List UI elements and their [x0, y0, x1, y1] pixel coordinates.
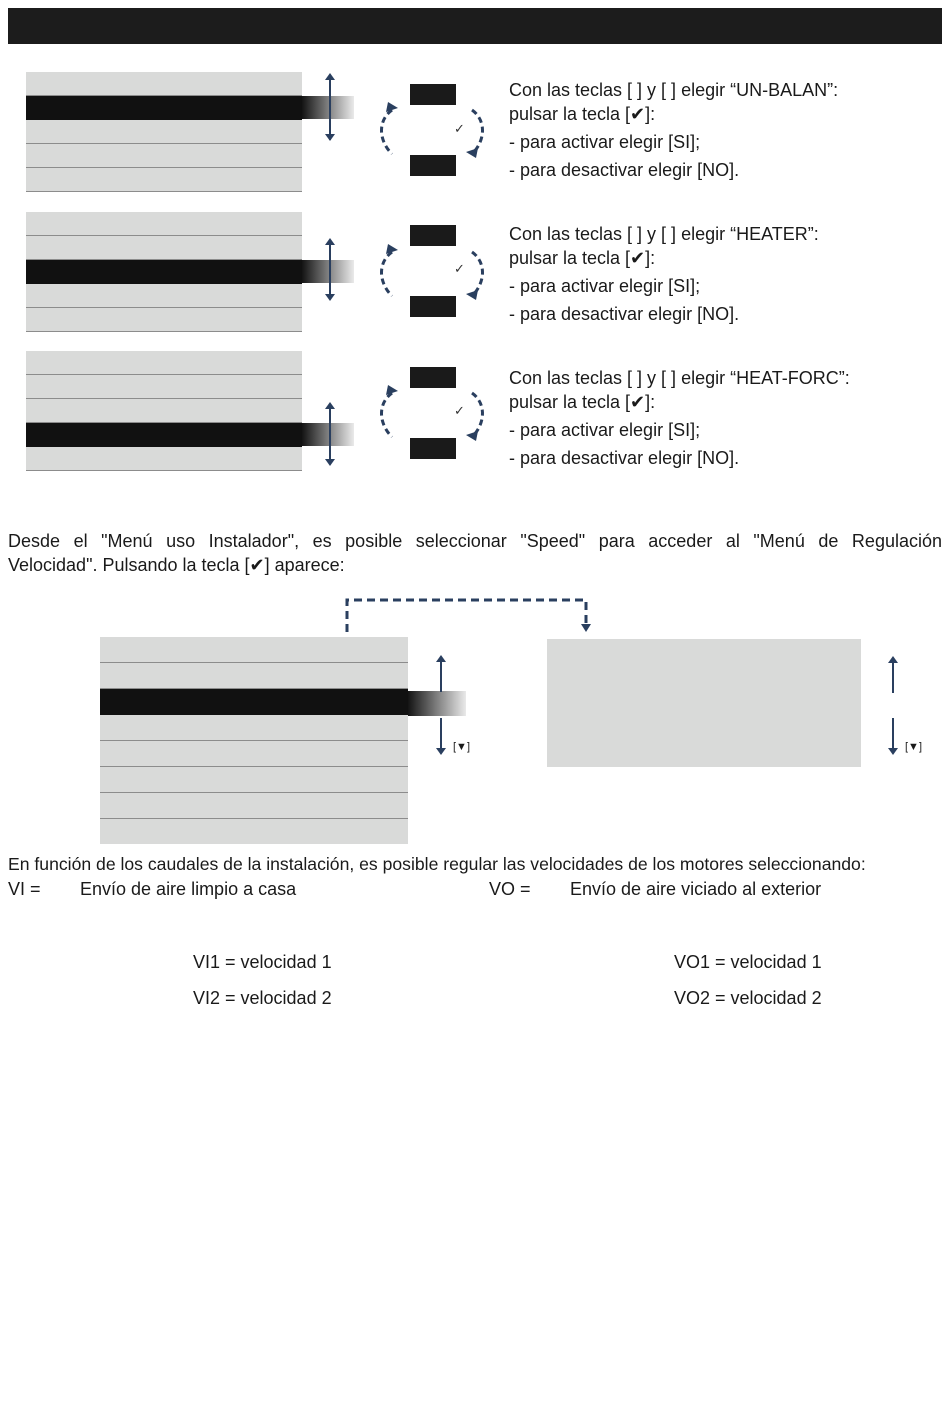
display-bottom	[410, 155, 456, 176]
menu-row-selected	[26, 260, 302, 284]
deactivate-line: - para desactivar elegir [NO].	[509, 304, 740, 324]
speed-intro-paragraph	[8, 529, 942, 577]
down-arrow-icon	[325, 459, 335, 466]
speed-intro-line-2: Velocidad". Pulsando la tecla [✔] aparece:	[8, 555, 345, 575]
instruction-line: Con las teclas [ ] y [ ] elegir “UN-BALAN”:	[509, 80, 839, 100]
menu-row	[26, 212, 302, 236]
menu-row	[100, 663, 408, 689]
display-top	[410, 225, 456, 246]
menu-row	[26, 168, 302, 192]
down-arrow-icon	[888, 748, 898, 755]
display-top	[410, 367, 456, 388]
up-arrow-icon	[436, 655, 446, 662]
menu-row	[26, 72, 302, 96]
menu-list-heater	[26, 212, 302, 332]
menu-row	[26, 284, 302, 308]
deactivate-line: - para desactivar elegir [NO].	[509, 160, 740, 180]
menu-row	[100, 741, 408, 767]
vo2-speed: VO2 = velocidad 2	[674, 988, 822, 1008]
display-bottom	[410, 438, 456, 459]
selection-pointer	[302, 423, 354, 446]
selection-pointer	[302, 260, 354, 283]
menu-row	[26, 447, 302, 471]
vi-description: Envío de aire limpio a casa	[80, 879, 297, 899]
menu-row	[26, 399, 302, 423]
speed-menu-list	[100, 637, 408, 844]
confirm-line: pulsar la tecla [✔]:	[509, 392, 656, 412]
cycle-arrows-icon	[376, 98, 488, 162]
down-key-label: [▼]	[905, 741, 922, 753]
confirm-line: pulsar la tecla [✔]:	[509, 248, 656, 268]
display-bottom	[410, 296, 456, 317]
up-arrow-icon	[888, 656, 898, 663]
activate-line: - para activar elegir [SI];	[509, 132, 701, 152]
check-icon: ✓	[454, 403, 465, 418]
menu-row	[26, 120, 302, 144]
confirm-line: pulsar la tecla [✔]:	[509, 104, 656, 124]
cycle-arrows-icon	[376, 240, 488, 304]
up-arrow-icon	[325, 238, 335, 245]
check-icon: ✓	[454, 261, 465, 276]
menu-row	[26, 236, 302, 260]
selection-pointer	[408, 691, 466, 716]
menu-row	[100, 793, 408, 819]
menu-row	[26, 375, 302, 399]
menu-row	[100, 819, 408, 844]
cycle-arrows-icon	[376, 381, 488, 445]
activate-line: - para activar elegir [SI];	[509, 276, 701, 296]
vi2-speed: VI2 = velocidad 2	[193, 988, 332, 1008]
speed-submenu-box	[547, 639, 861, 767]
up-arrow-icon	[325, 73, 335, 80]
menu-list-heat-forc	[26, 351, 302, 471]
menu-connector-icon	[340, 594, 596, 636]
down-arrow-icon	[436, 748, 446, 755]
activate-line: - para activar elegir [SI];	[509, 420, 701, 440]
instruction-block	[509, 366, 850, 470]
deactivate-line: - para desactivar elegir [NO].	[509, 448, 740, 468]
menu-row	[100, 715, 408, 741]
instruction-block	[509, 78, 838, 182]
instruction-line: Con las teclas [ ] y [ ] elegir “HEAT-FORC”:	[509, 368, 850, 388]
check-icon: ✓	[454, 121, 465, 136]
menu-row-selected	[26, 96, 302, 120]
menu-row	[26, 351, 302, 375]
motors-intro: En función de los caudales de la instalación, es posible regular las velocidades de los motores seleccionando:	[8, 854, 866, 874]
display-top	[410, 84, 456, 105]
menu-list-un-balan	[26, 72, 302, 192]
menu-row	[26, 144, 302, 168]
vo-description: Envío de aire viciado al exterior	[570, 879, 822, 899]
up-arrow-icon	[325, 402, 335, 409]
menu-row	[26, 308, 302, 332]
menu-row	[100, 637, 408, 663]
selection-pointer	[302, 96, 354, 119]
menu-row-selected	[26, 423, 302, 447]
down-arrow-icon	[325, 294, 335, 301]
vo1-speed: VO1 = velocidad 1	[674, 952, 822, 972]
down-arrow-icon	[325, 134, 335, 141]
header-bar	[8, 8, 942, 44]
menu-row-selected	[100, 689, 408, 715]
vi1-speed: VI1 = velocidad 1	[193, 952, 332, 972]
instruction-block	[509, 222, 819, 326]
menu-row	[100, 767, 408, 793]
down-key-label: [▼]	[453, 741, 470, 753]
vi-label: VI =	[8, 879, 41, 899]
vo-label: VO =	[489, 879, 531, 899]
instruction-line: Con las teclas [ ] y [ ] elegir “HEATER”:	[509, 224, 819, 244]
speed-intro-line-1: Desde el "Menú uso Instalador", es posible seleccionar "Speed" para acceder al "Menú de Regulación	[8, 531, 942, 551]
